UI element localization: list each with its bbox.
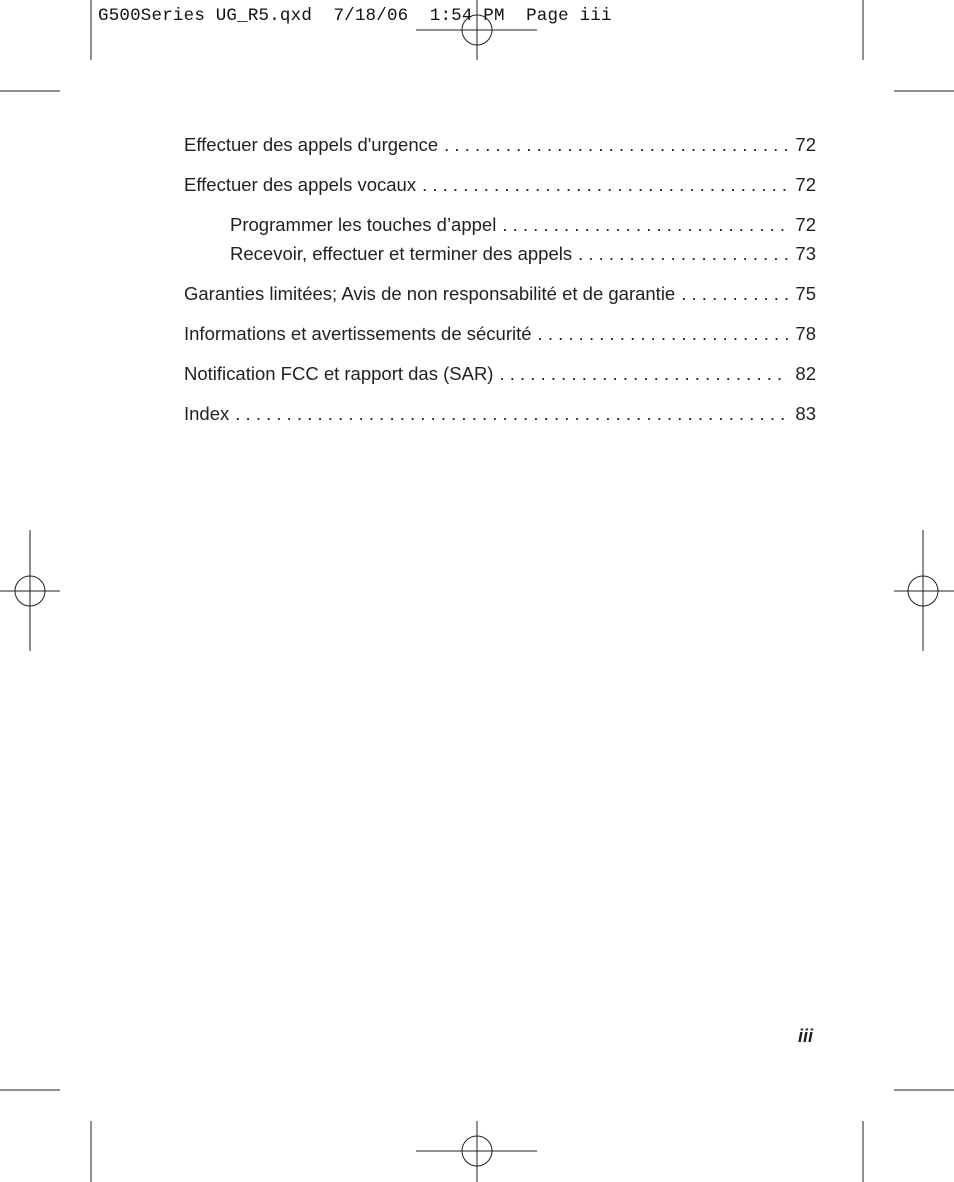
toc-leader-dots [538,323,790,345]
toc-leader-dots [681,283,789,305]
toc-entry-title: Notification FCC et rapport das (SAR) [184,363,494,384]
toc-entry[interactable] [184,363,816,385]
toc-entry-page: 72 [795,214,816,235]
toc-entry-title: Index [184,403,230,424]
toc-entry-title: Effectuer des appels d'urgence [184,134,439,155]
toc-leader-dots [499,363,789,385]
toc-entry-page: 82 [795,363,816,384]
print-slug: G500Series UG_R5.qxd 7/18/06 1:54 PM Page iii [98,6,612,26]
toc-entry-page: 78 [795,323,816,344]
toc-subentry[interactable] [184,214,816,236]
toc-entry-page: 83 [795,403,816,424]
toc-entry[interactable] [184,323,816,345]
toc-entry-page: 73 [795,243,816,264]
toc-subentry[interactable] [184,243,816,265]
page-number: iii [798,1026,814,1046]
toc-leader-dots [578,243,789,265]
toc-entry[interactable] [184,403,816,425]
toc-entry-page: 72 [795,174,816,195]
toc-entry-page: 72 [795,134,816,155]
toc-leader-dots [422,174,789,196]
toc-entry-title: Programmer les touches d’appel [230,214,497,235]
toc-leader-dots [444,134,789,156]
toc-entry-title: Garanties limitées; Avis de non responsabilité et de garantie [184,283,676,304]
toc-leader-dots [235,403,789,425]
toc-entry-page: 75 [795,283,816,304]
toc-entry-title: Recevoir, effectuer et terminer des appels [230,243,573,264]
toc-leader-dots [502,214,789,236]
toc-entry[interactable] [184,283,816,305]
toc-entry[interactable] [184,174,816,196]
toc-entry-title: Informations et avertissements de sécurité [184,323,532,344]
toc-entry[interactable] [184,134,816,156]
table-of-contents [184,134,816,425]
toc-entry-title: Effectuer des appels vocaux [184,174,417,195]
